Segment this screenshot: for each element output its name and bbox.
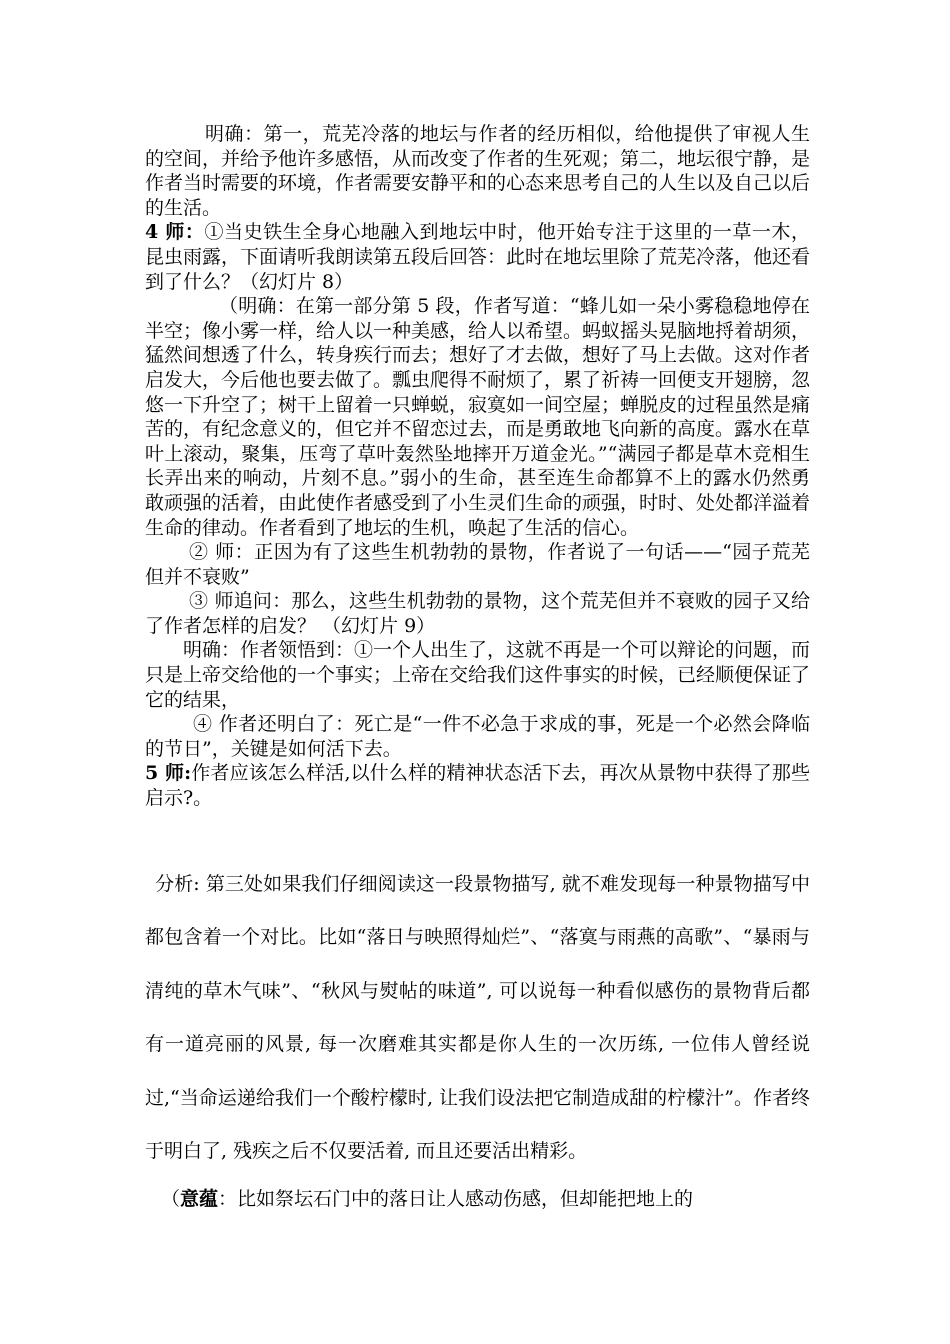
meaning-label: 意蕴 [180,1187,219,1210]
teacher-label-5: 5 师: [145,762,192,785]
paragraph-note-4: ④ 作者还明白了：死亡是“一件不必急于求成的事，死是一个必然会降临的节日”，关键是如何活下去。 [145,713,810,760]
paragraph-answer-2: （明确：在第一部分第 5 段，作者写道：“蜂儿如一朵小雾稳稳地停在半空；像小雾一样，给人以一种美感，给人以希望。蚂蚁摇头晃脑地捋着胡须，猛然间想透了什么，转身疾行而去；想好了才去做，想好了马上去做。这对作者启发大，今后他也要去做了。瓢虫爬得不耐烦了，累了祈祷一回便支开翅膀，忽悠一下升空了；树干上留着一只蝉蜕，寂寞如一间空屋；蝉脱皮的过程虽然是痛苦的，有纪念意义的，但它并不留恋过去，而是勇敢地飞向新的高度。露水在草叶上滚动，聚集，压弯了草叶轰然坠地摔开万道金光。”“满园子都是草木竞相生长弄出来的响动，片刻不息。”弱小的生命，甚至连生命都算不上的露水仍然勇敢顽强的活着，由此使作者感受到了小生灵们生命的顽强，时时、处处都洋溢着生命的律动。作者看到了地坛的生机，唤起了生活的信心。 [145,295,811,539]
paragraph-teacher-4: 4 师：①当史铁生全身心地融入到地坛中时，他开始专注于这里的一草一木，昆虫雨露，下面请听我朗读第五段后回答：此时在地坛里除了荒芜冷落，他还看到了什么？（幻灯片 8） [145,221,811,293]
paragraph-teacher-question-3: ③ 师追问：那么，这些生机勃勃的景物，这个荒芜但并不衰败的园子又给了作者怎样的启发？ （幻灯片 9） [145,590,810,637]
paragraph-teacher-note-2: ② 师：正因为有了这些生机勃勃的景物，作者说了一句话——“园子荒芜但并不衰败” [145,541,810,588]
spacer [145,811,810,858]
document-body [145,122,810,1211]
paragraph-answer-1: 明确：第一，荒芜冷落的地坛与作者的经历相似，给他提供了审视人生的空间，并给予他许多感悟，从而改变了作者的生死观；第二，地坛很宁静，是作者当时需要的环境，作者需要安静平和的心态来思考自己的人生以及自己以后的生活。 [145,123,811,219]
paragraph-teacher-5: 5 师:作者应该怎么样活,以什么样的精神状态活下去，再次从景物中获得了那些启示?。 [145,762,810,810]
paragraph-answer-3: 明确：作者领悟到：①一个人出生了，这就不再是一个可以辩论的问题，而只是上帝交给他的一个事实；上帝在交给我们这件事实的时候，已经顺便保证了它的结果， [145,639,811,711]
paragraph-analysis: 分析: 第三处如果我们仔细阅读这一段景物描写, 就不难发现每一种景物描写中都包含着一个对比。比如“落日与映照得灿烂”、“落寞与雨燕的高歌”、“暴雨与清纯的草木气味”、“秋风与熨帖的味道”, 可以说每一种看似感伤的景物背后都有一道亮丽的风景, 每一次磨难其实都是你人生的一次历练, 一位伟人曾经说过,“当命运递给我们一个酸柠檬时, 让我们设法把它制造成甜的柠檬汁”。作者终于明白了, 残疾之后不仅要活着, 而且还要活出精彩。 [145,872,810,1163]
paragraph-meaning: （意蕴：比如祭坛石门中的落日让人感动伤感，但却能把地上的 [161,1187,694,1210]
teacher-label-4: 4 师： [145,221,205,244]
